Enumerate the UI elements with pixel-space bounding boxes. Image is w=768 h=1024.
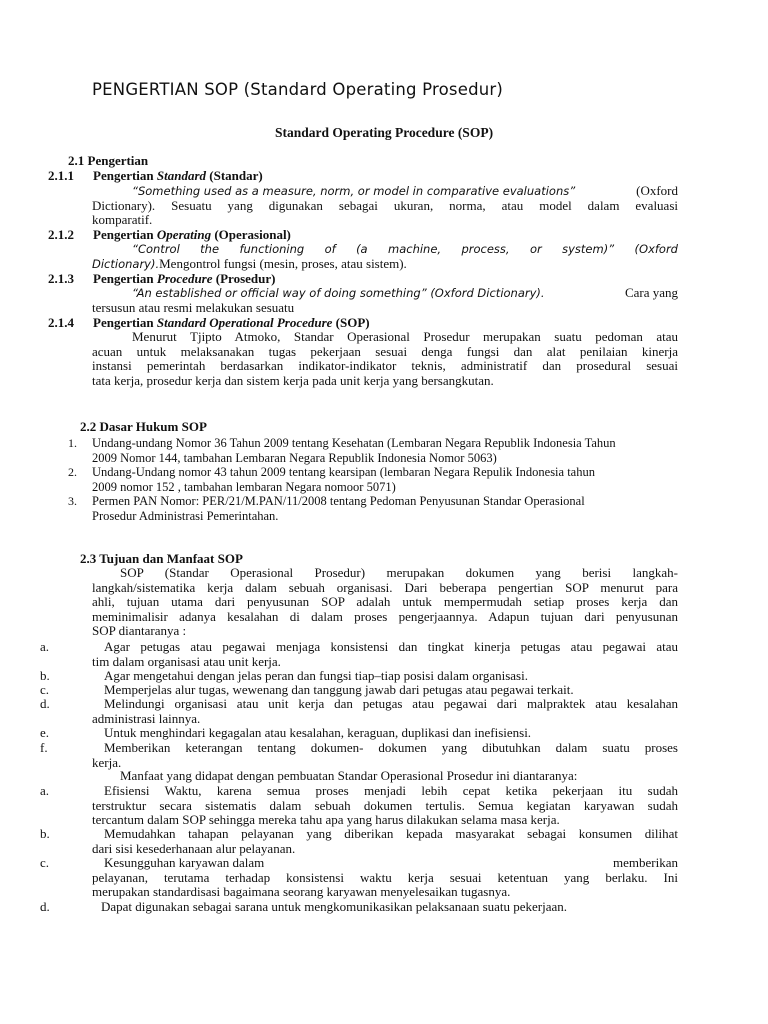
section-2-3-intro: SOP (Standar Operasional Prosedur) merupakan dokumen yang berisi langkah- langkah/sistematika kerja dalam sebuah organisasi. Dari beberapa pengertian SOP menurut para ahli, tujuan utama dari penyusunan SOP adalah untuk mempermudah setiap proses kerja dan meminimalisir adanya kesalahan di dalam proses pengerjaannya. Adapun tujuan dari penyusunan SOP diantaranya : [92,565,678,638]
list-item-marker: a. [40,783,50,798]
section-2-1-2-body: “Control the functioning of (a machine, process, or system)” (Oxford Dictionary).Mengontrol fungsi (mesin, proses, atau sistem). [92,242,678,271]
list-item: Efisiensi Waktu, karena semua proses menjadi lebih cepat ketika pekerjaan itu sudah terstruktur secara sistematis dalam sebuah dokumen tertulis. Semua kegiatan karyawan sudah tercantum dalam SOP sehingga mereka tahu apa yang harus dilakukan selama masa kerja. [92,783,678,827]
section-2-1-3-body: “An established or official way of doing something” (Oxford Dictionary). Cara yang tersusun atau resmi melakukan sesuatu [92,285,678,315]
list-item: Memberikan keterangan tentang dokumen- dokumen yang dibutuhkan dalam suatu proses kerja. [92,740,678,770]
list-item: Agar petugas atau pegawai menjaga konsistensi dan tingkat kinerja petugas atau pegawai atau tim dalam organisasi atau unit kerja. [92,639,678,669]
section-2-1-4-body: Menurut Tjipto Atmoko, Standar Operasional Prosedur merupakan suatu pedoman atau acuan untuk melaksanakan tugas pekerjaan sesuai denga fungsi dan alat penilaian kinerja instansi pemerintah berdasarkan indikator-indikator teknis, administratif dan prosedural sesuai tata kerja, prosedur kerja dan sistem kerja pada unit kerja yang bersangkutan. [92,329,678,388]
list-item-marker: 3. [68,494,77,508]
list-item: Permen PAN Nomor: PER/21/M.PAN/11/2008 tentang Pedoman Penyusunan Standar Operasional Prosedur Administrasi Pemerintahan. [92,494,585,523]
section-2-1-2-number: 2.1.2 [48,227,74,242]
document-subtitle: Standard Operating Procedure (SOP) [274,125,494,140]
section-2-1-4-number: 2.1.4 [48,315,74,330]
list-item: Agar mengetahui dengan jelas peran dan fungsi tiap–tiap posisi dalam organisasi. [104,668,528,683]
list-item-marker: d. [40,696,50,711]
list-item: Undang-undang Nomor 36 Tahun 2009 tentang Kesehatan (Lembaran Negara Republik Indonesia Tahun 2009 Nomor 144, tambahan Lembaran Negara Republik Indonesia Nomor 5063) [92,436,616,465]
section-2-1-4-heading: Pengertian Standard Operational Procedure (SOP) [93,315,370,330]
section-2-3-heading: 2.3 Tujuan dan Manfaat SOP [80,551,243,566]
section-2-2-heading: 2.2 Dasar Hukum SOP [80,419,207,434]
list-item: Memudahkan tahapan pelayanan yang diberikan kepada masyarakat sebagai konsumen dilihat dari sisi kesederhanaan alur pelayanan. [92,826,678,856]
section-2-1-heading: 2.1 Pengertian [68,153,149,168]
list-item: Untuk menghindari kegagalan atau kesalahan, keraguan, duplikasi dan inefisiensi. [104,725,532,740]
list-item-marker: e. [40,725,50,740]
list-item: Dapat digunakan sebagai sarana untuk mengkomunikasikan pelaksanaan suatu pekerjaan. [101,899,568,914]
list-item: Melindungi organisasi atau unit kerja dan petugas atau pegawai dari malpraktek atau kesalahan administrasi lainnya. [92,696,678,726]
list-item-marker: f. [40,740,48,755]
section-2-1-1-body: “Something used as a measure, norm, or model in comparative evaluations” (Oxford Dictionary). Sesuatu yang digunakan sebagai ukuran, norma, atau model dalam evaluasi komparatif. [92,183,678,227]
list-item-marker: b. [40,826,50,841]
list-item-marker: c. [40,682,50,697]
list-item-marker: 1. [68,436,77,450]
section-2-1-2-heading: Pengertian Operating (Operasional) [93,227,291,242]
list-item-marker: c. [40,855,50,870]
section-2-1-3-heading: Pengertian Procedure (Prosedur) [93,271,276,286]
list-item-marker: b. [40,668,50,683]
list-item: Undang-Undang nomor 43 tahun 2009 tentang kearsipan (lembaran Negara Repulik Indonesia tahun 2009 nomor 152 , tambahan lembaran Negara nomoor 5071) [92,465,595,494]
section-2-1-1-number: 2.1.1 [48,168,74,183]
list-item: Memperjelas alur tugas, wewenang dan tanggung jawab dari petugas atau pegawai terkait. [104,682,574,697]
list-item: Kesungguhan karyawan dalam memberikan pelayanan, terutama terhadap konsistensi waktu kerja sesuai ketentuan yang berlaku. Ini merupakan standardisasi bagaimana seorang karyawan menyelesaikan tugasnya. [92,855,678,899]
list-item-marker: 2. [68,465,77,479]
manfaat-intro: Manfaat yang didapat dengan pembuatan Standar Operasional Prosedur ini diantaranya: [120,768,578,783]
list-item-marker: a. [40,639,50,654]
page-title: PENGERTIAN SOP (Standard Operating Prosedur) [92,80,504,99]
section-2-1-3-number: 2.1.3 [48,271,74,286]
list-item-marker: d. [40,899,50,914]
section-2-1-1-heading: Pengertian Standard (Standar) [93,168,263,183]
